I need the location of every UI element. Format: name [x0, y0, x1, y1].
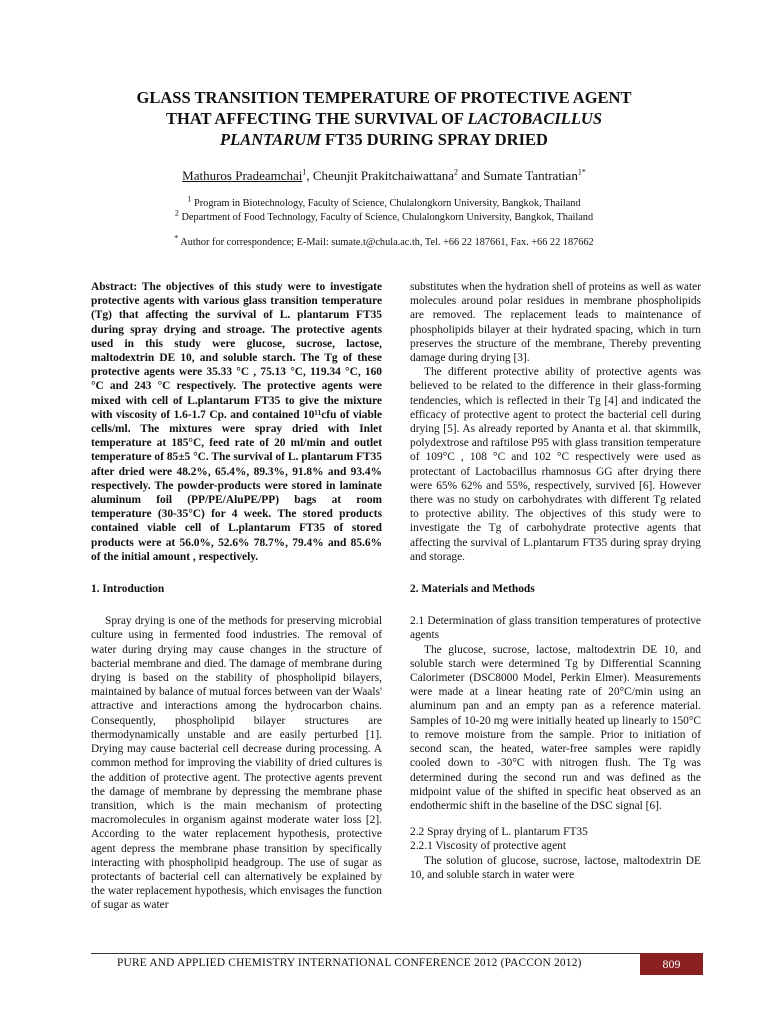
author-3: and Sumate Tantratian: [458, 168, 578, 183]
footer-rule: [91, 953, 703, 954]
subsection-2-2-1-heading: 2.2.1 Viscosity of protective agent: [410, 840, 567, 853]
author-2-affil: 2: [454, 167, 459, 177]
right-column: [410, 280, 701, 882]
left-column: [91, 280, 382, 913]
intro-paragraph-2: The different protective ability of protective agents was believed to be related to the difference in their glass-forming tendencies, which is reflected in their Tg [4] and indicated the efficacy of protective agent to protect the bacterial cell during drying [5]. As already reported by Ananta et al. that skimmilk, polydextrose and raftilose P95 with glass transition temperature of 109°C , 108 °C and 102 °C respectively were used as protectant of Lactobacillus rhamnosus GG after drying there were 65% 62% and 55%, respectively, survived [6]. However there was no study on carbohydrates with different Tg related to protective ability. The objectives of this study were to investigate the Tg of carbohydrate protective agents that affecting the survival of L.plantarum FT35 during spray drying and storage.: [410, 366, 701, 563]
title-line-3: [60, 129, 708, 150]
subsection-2-2-1-text: The solution of glucose, sucrose, lactose, maltodextrin DE 10, and soluble starch in water were: [410, 854, 701, 881]
affiliations: [60, 194, 708, 225]
intro-paragraph: Spray drying is one of the methods for preserving microbial culture using in fermented food industries. The removal of water during drying may cause changes in the structure of bacterial membrane and died. The damage of membrane during drying is based on the stability of phospholipid bilayers, maintained by balance of mutual forces between van der Waals' attractive and interactions among the hydrocarbon chains. Consequently, phospholipid bilayer structures are thermodynamically unstable and are easily perturbed [1]. Drying may cause bacterial cell decrease during processing. A common method for improving the viability of dried cultures is the addition of protective agent. The protective agents prevent the damage of membrane by depressing the membrane phase transition, which is the main mechanism of protecting macromolecules in organism against moderate water loss [2]. According to the water replacement hypothesis, protective agent depress the membrane phase transition by specifically interacting with phospholipid headgroup. The use of sugar as protectants of bacterial cell can alternatively be explained by the water replacement hypothesis, which envisages the function of sugar as water: [91, 615, 382, 912]
intro-heading: 1. Introduction: [91, 583, 165, 596]
abstract: Abstract: The objectives of this study were to investigate protective agents with various glass transition temperature (Tg) that affecting the survival of L. plantarum FT35 during spray drying and stroage. The protective agents used in this study were glucose, sucrose, lactose, maltodextrin DE 10, and soluble starch. The Tg of these protective agents were 35.33 °C , 75.13 °C, 119.34 °C, 160 °C and 243 °C respectively. The protective agents were mixed with cell of L.plantarum FT35 to give the mixture with viscosity of 1.6-1.7 Cp. and contained 10¹¹cfu of viable cells/ml. The mixtures were spray dried with Inlet temperature at 185°C, feed rate of 20 ml/min and outlet temperature of 85±5 °C. The survival of L. plantarum FT35 after dried were 48.2%, 65.4%, 89.3%, 91.8% and 93.4% respectively. The powder-products were stored in laminate aluminum foil (PP/PE/AluPE/PP) bags at room temperature (30-35°C) for 4 week. The stored products contained viable cell of L.plantarum FT35 of stored products were at 56.0%, 52.6% 78.7%, 79.4% and 85.6% of the initial amount , respectively.: [91, 281, 382, 563]
correspondence-text: Author for correspondence; E-Mail: sumate.t@chula.ac.th, Tel. +66 22 187661, Fax. +66 22 187662: [178, 237, 594, 248]
footer-conference: PURE AND APPLIED CHEMISTRY INTERNATIONAL CONFERENCE 2012 (PACCON 2012): [117, 957, 582, 969]
title-line-1: GLASS TRANSITION TEMPERATURE OF PROTECTIVE AGENT: [136, 88, 632, 107]
author-1-affil: 1: [302, 167, 307, 177]
correspondence-mark: *: [174, 233, 179, 243]
author-2: , Cheunjit Prakitchaiwattana: [306, 168, 455, 183]
title-species: PLANTARUM: [220, 130, 321, 149]
paper-title: [60, 87, 708, 150]
title-genus: LACTOBACILLUS: [467, 109, 603, 128]
subsection-2-2-heading: 2.2 Spray drying of L. plantarum FT35: [410, 826, 588, 839]
title-line-3-text: FT35 DURING SPRAY DRIED: [320, 130, 548, 149]
author-list: [60, 168, 708, 184]
title-line-2-text: THAT AFFECTING THE SURVIVAL OF: [165, 109, 468, 128]
affiliation-1: [60, 194, 708, 211]
title-line-2: [60, 108, 708, 129]
subsection-2-1-text: The glucose, sucrose, lactose, maltodextrin DE 10, and soluble starch were determined Tg by Differential Scanning Calorimeter (DSC8000 Model, Perkin Elmer). Measurements were made at a linear heating rate of 20°C/min using an aluminum pan and an empty pan as a reference material. Samples of 10-20 mg were initially heated up linearly to 150°C to remove moisture from the sample. Prior to initiation of second scan, the heated, water-free samples were rapidly cooled down to -30°C with nitrogen flush. The Tg was determined during the second run and was defined as the midpoint value of the shifted in specific heat observed as an endothermic shift in the baseline of the DSC signal [6].: [410, 643, 701, 812]
methods-heading: 2. Materials and Methods: [410, 583, 535, 596]
affiliation-2: [60, 208, 708, 225]
affiliation-2-text: Department of Food Technology, Faculty of Science, Chulalongkorn University, Bangkok, Thailand: [178, 212, 594, 223]
author-1: Mathuros Pradeamchai: [182, 168, 303, 183]
affiliation-1-text: Program in Biotechnology, Faculty of Science, Chulalongkorn University, Bangkok, Thailand: [191, 198, 581, 209]
intro-paragraph-continued: substitutes when the hydration shell of proteins as well as water molecules around polar residues in membrane phospholipids are removed. The replacement leads to maintenance of phospholipids bilayer at their hydrated spacing, which in turn preserves the structure of the membrane, Thereby preventing damage during drying [3].: [410, 281, 701, 365]
page-number: 809: [640, 953, 703, 975]
correspondence: [60, 233, 708, 250]
subsection-2-1-heading: 2.1 Determination of glass transition temperatures of protective agents: [410, 615, 701, 642]
affiliation-2-mark: 2: [174, 208, 179, 218]
affiliation-1-mark: 1: [187, 194, 192, 204]
author-3-affil: 1*: [577, 167, 586, 177]
